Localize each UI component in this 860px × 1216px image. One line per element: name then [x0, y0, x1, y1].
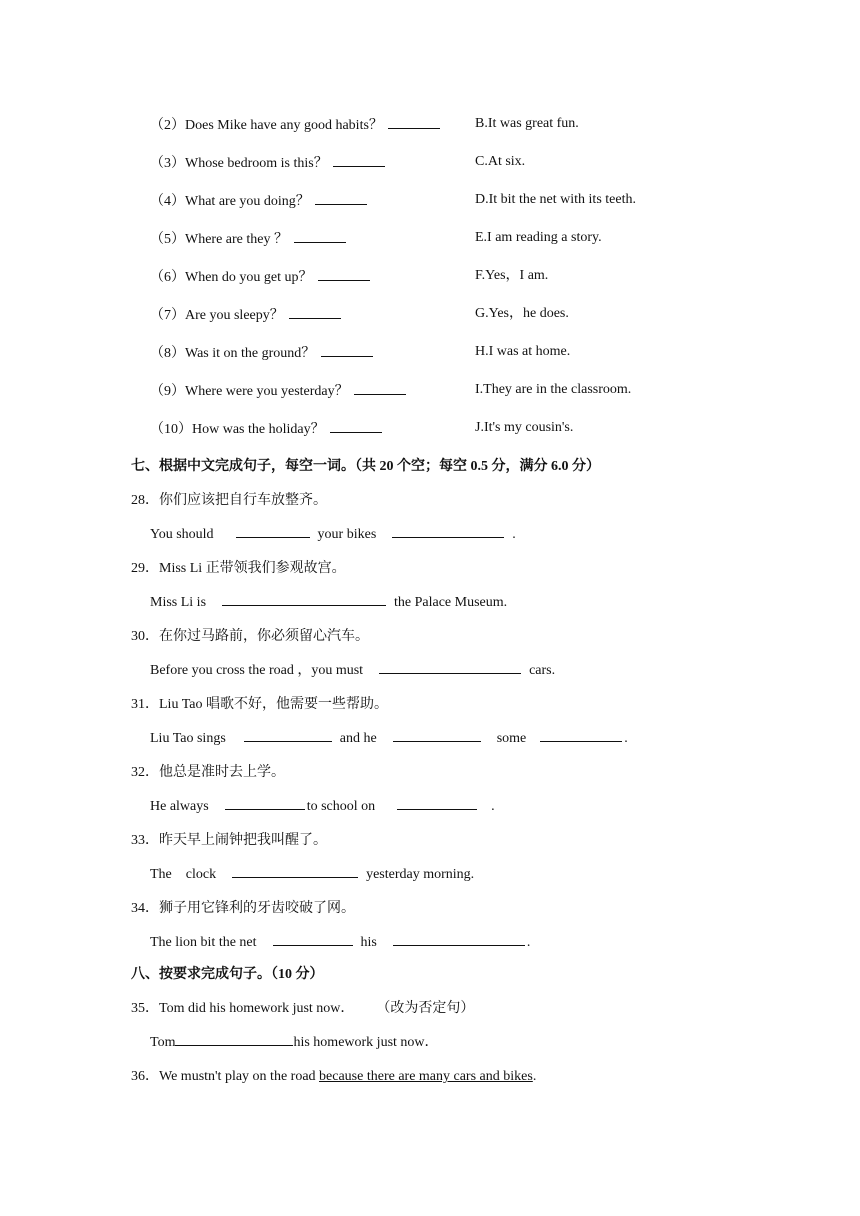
matching-row: [150, 114, 710, 134]
question-text: （3）Whose bedroom is this？: [150, 156, 328, 171]
answer-option: D.It bit the net with its teeth.: [475, 192, 636, 207]
section-title: 八、按要求完成句子。（10 分）: [131, 967, 324, 982]
answer-line: [150, 931, 530, 951]
matching-row: [150, 342, 710, 362]
answer-blank[interactable]: [392, 523, 504, 538]
answer-line: [150, 863, 474, 883]
matching-row: [150, 304, 710, 324]
answer-blank[interactable]: [222, 591, 386, 606]
matching-row: [150, 418, 710, 438]
answer-line: [150, 523, 516, 543]
question-text: （7）Are you sleepy？: [150, 308, 284, 323]
question-text: （2）Does Mike have any good habits？: [150, 118, 383, 133]
question-text: （9）Where were you yesterday？: [150, 384, 349, 399]
text-segment: .: [526, 935, 531, 950]
underlined-phrase: because there are many cars and bikes: [319, 1069, 533, 1084]
text-segment: .: [624, 731, 628, 746]
question-prompt: 31．Liu Tao 唱歌不好，他需要一些帮助。: [131, 697, 388, 712]
answer-blank[interactable]: [330, 418, 382, 433]
answer-option: E.I am reading a story.: [475, 230, 602, 245]
text-segment: Before you cross the road ，you must: [150, 663, 364, 678]
text-segment: .: [532, 1069, 537, 1084]
answer-blank[interactable]: [175, 1031, 293, 1046]
matching-row: [150, 266, 710, 286]
text-segment: his homework just now．: [293, 1035, 439, 1050]
text-segment: and he: [339, 731, 377, 746]
answer-blank[interactable]: [354, 380, 406, 395]
question-prompt: 28．你们应该把自行车放整齐。: [131, 493, 327, 508]
question-text: （5）Where are they ？: [150, 232, 288, 247]
answer-blank[interactable]: [540, 727, 622, 742]
text-segment: The clock: [150, 867, 217, 882]
answer-blank[interactable]: [244, 727, 332, 742]
text-segment: some: [496, 731, 527, 746]
question-prompt: 33．昨天早上闹钟把我叫醒了。: [131, 833, 327, 848]
answer-line: [150, 1031, 439, 1051]
question-text: （10）How was the holiday？: [150, 422, 325, 437]
answer-option: I.They are in the classroom.: [475, 382, 632, 397]
text-segment: your bikes: [317, 527, 377, 542]
answer-line: [150, 795, 495, 815]
question-text: （6）When do you get up？: [150, 270, 313, 285]
text-segment: He always: [150, 799, 209, 814]
text-segment: .: [491, 799, 495, 814]
answer-blank[interactable]: [388, 114, 440, 129]
answer-blank[interactable]: [393, 931, 525, 946]
text-segment: Tom: [150, 1035, 176, 1050]
answer-blank[interactable]: [225, 795, 305, 810]
question-prompt: [131, 997, 474, 1017]
answer-line: [150, 727, 628, 747]
text-segment: to school on: [306, 799, 376, 814]
answer-option: C.At six.: [475, 154, 526, 169]
text-segment: his: [360, 935, 377, 950]
question-prompt: 34．狮子用它锋利的牙齿咬破了网。: [131, 901, 355, 916]
text-segment: 35．Tom did his homework just now．: [131, 1001, 355, 1016]
answer-option: H.I was at home.: [475, 344, 571, 359]
text-segment: The lion bit the net: [150, 935, 257, 950]
answer-blank[interactable]: [393, 727, 481, 742]
text-segment: yesterday morning.: [366, 867, 475, 882]
question-prompt: [131, 1065, 536, 1085]
answer-option: B.It was great fun.: [475, 116, 579, 131]
answer-blank[interactable]: [236, 523, 310, 538]
text-segment: Miss Li is: [150, 595, 207, 610]
answer-option: G.Yes，he does.: [475, 306, 569, 321]
answer-blank[interactable]: [232, 863, 358, 878]
instruction-note: （改为否定句）: [376, 1001, 475, 1016]
matching-row: [150, 380, 710, 400]
matching-row: [150, 190, 710, 210]
answer-blank[interactable]: [379, 659, 521, 674]
answer-blank[interactable]: [289, 304, 341, 319]
answer-blank[interactable]: [273, 931, 353, 946]
text-segment: 36．We mustn't play on the road: [131, 1069, 320, 1084]
answer-line: [150, 591, 507, 611]
question-prompt: 32．他总是准时去上学。: [131, 765, 285, 780]
answer-option: J.It's my cousin's.: [475, 420, 574, 435]
question-text: （4）What are you doing？: [150, 194, 310, 209]
answer-blank[interactable]: [397, 795, 477, 810]
answer-blank[interactable]: [315, 190, 367, 205]
text-segment: the Palace Museum.: [394, 595, 508, 610]
question-prompt: 30．在你过马路前，你必须留心汽车。: [131, 629, 369, 644]
text-segment: Liu Tao sings: [150, 731, 226, 746]
matching-row: [150, 228, 710, 248]
section-title: 七、根据中文完成句子，每空一词。（共 20 个空；每空 0.5 分，满分 6.0 分）: [131, 459, 600, 474]
answer-blank[interactable]: [294, 228, 346, 243]
answer-blank[interactable]: [318, 266, 370, 281]
question-prompt: 29．Miss Li 正带领我们参观故宫。: [131, 561, 346, 576]
answer-line: [150, 659, 555, 679]
matching-row: [150, 152, 710, 172]
question-text: （8）Was it on the ground？: [150, 346, 316, 361]
text-segment: cars.: [529, 663, 556, 678]
text-segment: You should: [150, 527, 214, 542]
answer-option: F.Yes，I am.: [475, 268, 549, 283]
answer-blank[interactable]: [333, 152, 385, 167]
text-segment: .: [512, 527, 516, 542]
answer-blank[interactable]: [321, 342, 373, 357]
